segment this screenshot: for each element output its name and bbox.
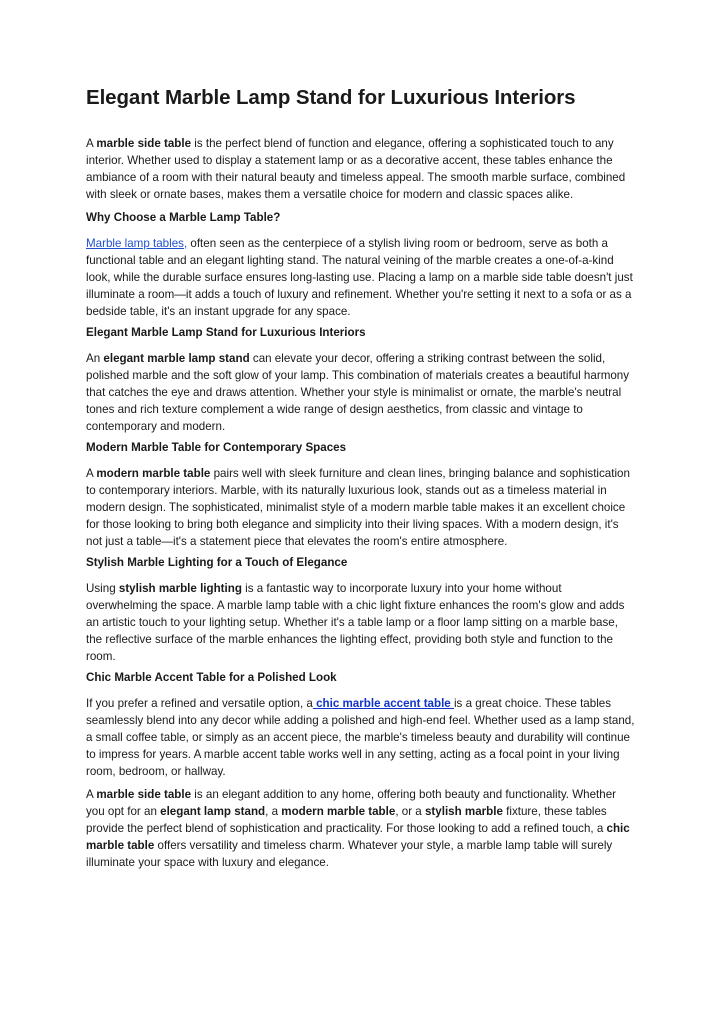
text: , or a [395, 804, 425, 818]
page-title: Elegant Marble Lamp Stand for Luxurious Interiors [86, 86, 576, 109]
intro-paragraph [86, 135, 636, 203]
why-paragraph [86, 235, 636, 320]
text: If you prefer a refined and versatile option, a [86, 696, 313, 710]
bold-term: marble side table [96, 136, 192, 150]
text: Using [86, 581, 119, 595]
bold-term: stylish marble [424, 804, 503, 818]
marble-lamp-tables-link[interactable]: Marble lamp tables, [86, 236, 188, 250]
bold-term: marble side table [96, 787, 192, 801]
text: is a great choice. These tables seamlessly blend into any decor while adding a polished and high-end feel. Whether used as a lamp stand, a small coffee table, or simply as an accent piece, the marble's timeless beauty and durability will continue to impress for years. A marble accent table works well in any setting, acting as a focal point in your living room, bedroom, or hallway. [86, 696, 635, 778]
lighting-paragraph [86, 580, 636, 665]
text: is the perfect blend of function and elegance, offering a sophisticated touch to any interior. Whether used to display a statement lamp or as a decorative accent, these tables enhance the ambiance of a room with their natural beauty and timeless appeal. The smooth marble surface, combined with sleek or ornate bases, makes them a versatile choice for modern and classic spaces alike. [86, 136, 626, 201]
heading-accent-table: Chic Marble Accent Table for a Polished Look [86, 670, 337, 684]
bold-term: chic marble table [86, 821, 630, 852]
closing-paragraph [86, 786, 636, 871]
accent-paragraph [86, 695, 636, 780]
text: A [86, 136, 97, 150]
text: is an elegant addition to any home, offering both beauty and functionality. Whether you opt for an [86, 787, 617, 818]
bold-term: modern marble table [281, 804, 396, 818]
bold-term: elegant lamp stand [160, 804, 266, 818]
heading-lamp-stand: Elegant Marble Lamp Stand for Luxurious Interiors [86, 325, 366, 339]
bold-term: stylish marble lighting [118, 581, 242, 595]
text: fixture, these tables provide the perfect blend of sophistication and practicality. For those looking to add a refined touch, a [86, 804, 607, 835]
text: , a [265, 804, 282, 818]
heading-why-choose: Why Choose a Marble Lamp Table? [86, 210, 281, 224]
text: An [86, 351, 104, 365]
text: is a fantastic way to incorporate luxury into your home without overwhelming the space. A marble lamp table with a chic light fixture enhances the room's glow and adds an artistic touch to your lighting setup. Whether it's a table lamp or a floor lamp sitting on a marble base, the reflective surface of the marble enhances the lighting effect, providing both style and function to the room. [86, 581, 625, 663]
heading-modern-table: Modern Marble Table for Contemporary Spaces [86, 440, 347, 454]
text: pairs well with sleek furniture and clean lines, bringing balance and sophistication to contemporary interiors. Marble, with its naturally luxurious look, stands out as a timeless material in modern design. The sophisticated, minimalist style of a modern marble table makes it an excellent choice for those looking to bring both elegance and simplicity into their living spaces. With a modern design, it's not just a table—it's a statement piece that elevates the room's entire atmosphere. [86, 466, 630, 548]
lamp-stand-paragraph [86, 350, 636, 435]
text: offers versatility and timeless charm. Whatever your style, a marble lamp table will surely illuminate your space with luxury and elegance. [86, 838, 613, 869]
bold-term: modern marble table [96, 466, 211, 480]
text: A [86, 466, 97, 480]
heading-lighting: Stylish Marble Lighting for a Touch of Elegance [86, 555, 348, 569]
text: often seen as the centerpiece of a stylish living room or bedroom, serve as both a functional table and an elegant lighting stand. The natural veining of the marble creates a one-of-a-kind look, while the durable surface ensures long-lasting use. Placing a lamp on a marble side table doesn't just illuminate a room—it adds a touch of luxury and refinement. Whether you're setting it next to a sofa or as a bedside table, it's an instant upgrade for any space. [86, 236, 633, 318]
bold-term: elegant marble lamp stand [103, 351, 250, 365]
modern-table-paragraph [86, 465, 636, 550]
text: A [86, 787, 97, 801]
chic-marble-accent-table-link[interactable]: chic marble accent table [312, 696, 454, 710]
text: can elevate your decor, offering a striking contrast between the solid, polished marble and the soft glow of your lamp. This combination of materials creates a beautiful harmony that catches the eye and draws attention. Whether your style is minimalist or ornate, the marble's neutral tones and rich texture complement a wide range of design aesthetics, from classic and vintage to contemporary and modern. [86, 351, 630, 433]
